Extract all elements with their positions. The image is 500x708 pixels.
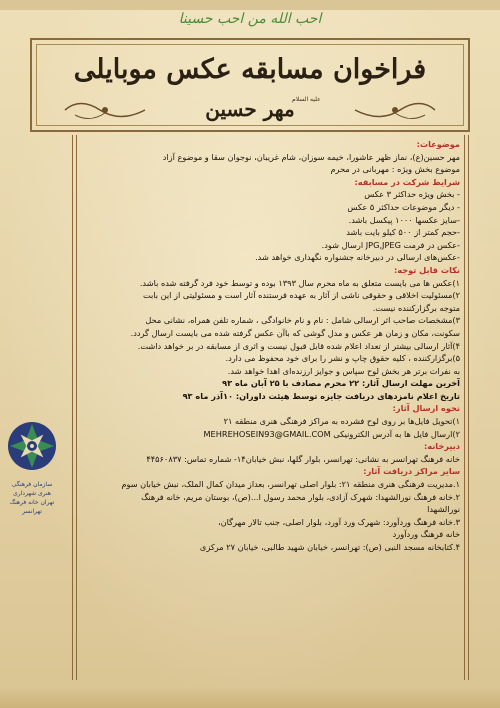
section-line: -حجم کمتر از ۵۰۰ کیلو بایت باشد	[346, 227, 460, 238]
section-line: نورالشهدا	[427, 504, 460, 515]
header-calligraphy: احب الله من احب حسینا	[178, 11, 322, 27]
right-border	[464, 135, 469, 680]
section-line: سکونت، مکان و زمان هر عکس و مدل گوشی که باآن عکس گرفته شده می بایست ارسال گردد.	[130, 327, 460, 338]
section-line: - بخش ویژه حداکثر ۳ عکس	[364, 189, 460, 200]
page-subtitle: مهر حسین	[205, 97, 295, 121]
section-line: ۱)عکس ها می بایست متعلق به ماه محرم سال ۱۳۹۳ بوده و توسط خود فرد گرفته شده باشد.	[139, 277, 460, 288]
section-line: ۲)مسئولیت اخلاقی و حقوقی ناشی از آثار به عهده فرستنده آثار است و مسئولیتی از این بابت	[142, 290, 460, 301]
section-line: ۳.خانه فرهنگ وردآورد: شهرک ورد آورد، بلوار اصلی، جنب تالار مهرگان،	[218, 516, 460, 527]
content-body	[90, 138, 460, 554]
section-line: تاریخ اعلام نامزدهای دریافت جایزه توسط هیئت داوران: ۱۰آذر ماه ۹۳	[182, 390, 460, 401]
section-line: -عکس در فرمت JPG,JPEG ارسال شود.	[321, 239, 460, 250]
section-line: -سایز عکسها ۱۰۰۰ پیکسل باشد.	[348, 214, 460, 225]
section-line: ۲.خانه فرهنگ نورالشهدا: شهرک آزادی، بلوار محمد رسول ا...(ص)، بوستان مریم، خانه فرهنگ	[141, 491, 460, 502]
section-line: ۴.کتابخانه مسجد النبی (ص): تهرانسر، خیابان شهید طالبی، خیابان ۲۷ مرکزی	[199, 542, 460, 552]
subtitle-honorific: علیه السلام	[292, 96, 321, 103]
emblem-text: سازمان فرهنگی هنری شهرداری تهران خانه فرهنگ تهرانسر	[9, 481, 55, 515]
bottom-band	[0, 688, 500, 708]
section-line: مهر حسین(ع)، نماز ظهر عاشورا، خیمه سوزان، شام غریبان، نوجوان سقا و موضوع آزاد	[162, 151, 460, 162]
section-heading: موضوعات:	[416, 139, 460, 149]
section-line: ۱)تحویل فایل‌ها بر روی لوح فشرده به مراکز فرهنگی هنری منطقه ۲۱	[223, 416, 460, 427]
section-line: ۵)برگزارکننده ، کلیه حقوق چاپ و نشر را برای خود محفوظ می دارد.	[225, 353, 460, 364]
section-heading: دبیرخانه:	[423, 441, 460, 452]
left-border	[72, 135, 77, 680]
right-ornament-icon	[350, 95, 440, 125]
section-line: ۱.مدیریت فرهنگی هنری منطقه ۲۱: بلوار اصلی تهرانسر، بعداز میدان کمال الملک، نبش خیابان سوم	[121, 479, 460, 490]
section-line: خانه فرهنگ وردآورد	[392, 529, 460, 540]
section-line: موضوع بخش ویژه : مهربانی در محرم	[330, 164, 460, 175]
page-title: فراخوان مسابقه عکس موبایلی	[73, 54, 427, 85]
section-line: -عکس‌های ارسالی در دبیرخانه جشنواره نگهداری خواهد شد.	[255, 252, 460, 263]
section-line: ۴)آثار ارسالی بیشتر از تعداد اعلام شده قابل قبول نیست و اثری از مسابقه در بر خواهد داشت.	[137, 340, 460, 351]
left-ornament-icon	[60, 95, 150, 125]
section-line: ۲)ارسال فایل ها به آدرس الکترونیکی MEHREHOSEIN93@GMAIL.COM	[203, 428, 460, 439]
emblem-rosette-icon	[6, 420, 58, 472]
section-heading: نکات قابل توجه:	[393, 264, 460, 275]
subtitle-box	[160, 90, 340, 128]
section-line: ۳)مشخصات صاحب اثر ارسالی شامل : نام و نام خانوادگی ، شماره تلفن همراه، نشانی محل	[145, 315, 460, 326]
section-line: به نفرات برتر هر بخش لوح سپاس و جوایز ارزنده‌ای اهدا خواهد شد.	[227, 365, 460, 376]
section-heading: شرایط شرکت در مسابقه:	[354, 176, 460, 187]
section-line: آخرین مهلت ارسال آثار: ۲۲ محرم مصادف با ۲۵ آبان ماه ۹۳	[222, 378, 460, 389]
section-line: متوجه برگزارکننده نیست.	[372, 302, 460, 313]
section-line: - دیگر موضوعات حداکثر ۵ عکس	[347, 201, 460, 212]
section-heading: سایر مراکز دریافت آثار:	[363, 466, 460, 477]
section-line: خانه فرهنگ تهرانسر به نشانی: تهرانسر، بلوار گلها، نبش خیابان۱۴- شماره تماس: ۴۴۵۶۰۸۳۷	[146, 453, 460, 464]
section-heading: نحوه ارسال آثار:	[392, 403, 460, 414]
